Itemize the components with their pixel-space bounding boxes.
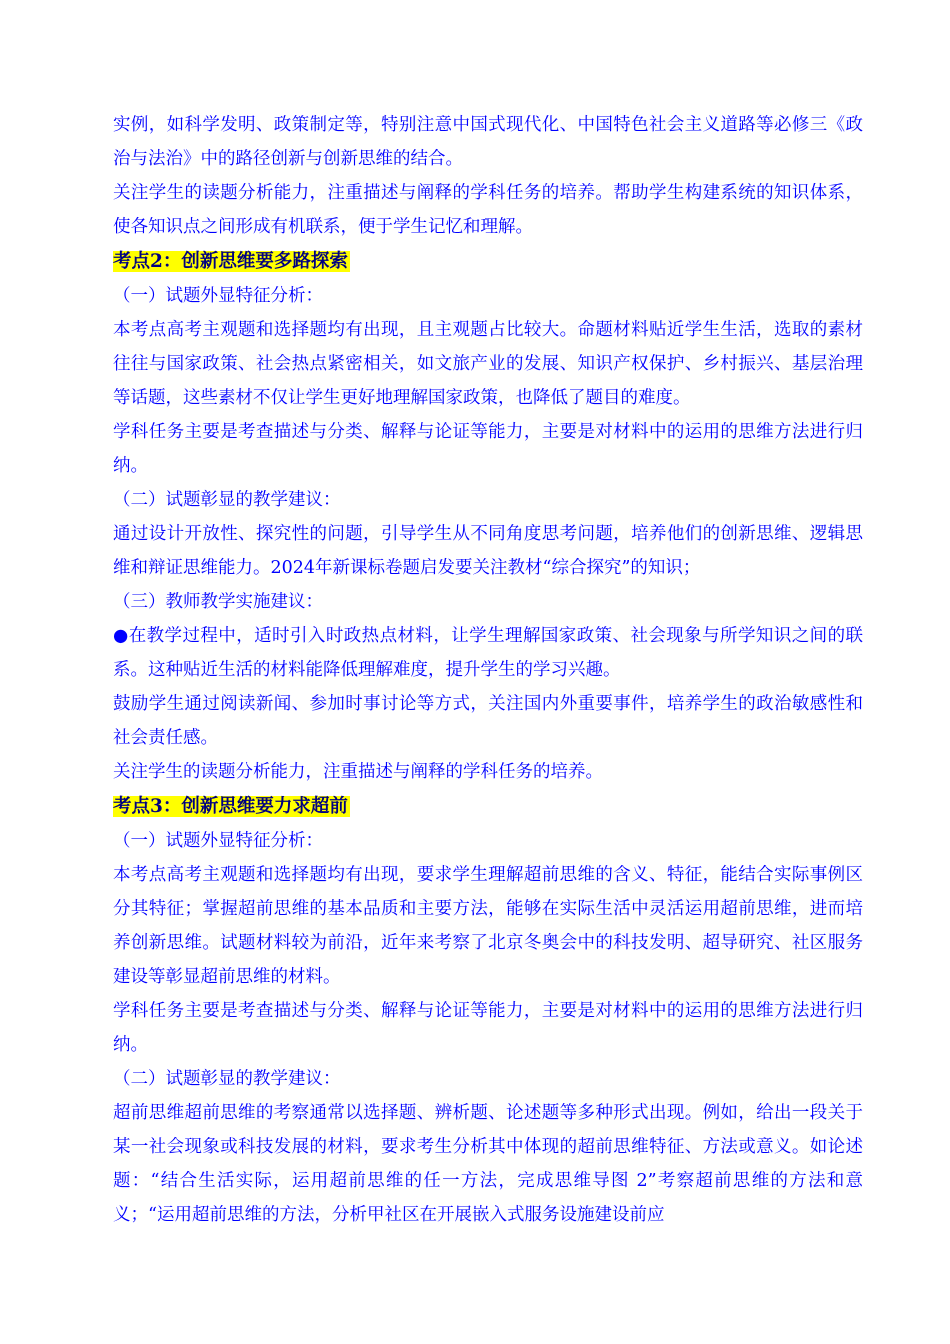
paragraph: 通过设计开放性、探究性的问题，引导学生从不同角度思考问题，培养他们的创新思维、逻辑思维和辩证思维能力。2024年新课标卷题启发要关注教材“综合探究”的知识； <box>113 524 863 578</box>
paragraph: 实例，如科学发明、政策制定等，特别注意中国式现代化、中国特色社会主义道路等必修三《政治与法治》中的路径创新与创新思维的结合。 <box>113 115 863 169</box>
subheading: （三）教师教学实施建议： <box>113 592 323 612</box>
paragraph: 鼓励学生通过阅读新闻、参加时事讨论等方式，关注国内外重要事件，培养学生的政治敏感性和社会责任感。 <box>113 694 863 748</box>
paragraph: 本考点高考主观题和选择题均有出现，且主观题占比较大。命题材料贴近学生生活，选取的素材往往与国家政策、社会热点紧密相关，如文旅产业的发展、知识产权保护、乡村振兴、基层治理等话题，这些素材不仅让学生更好地理解国家政策，也降低了题目的难度。 <box>113 320 863 408</box>
paragraph: 关注学生的读题分析能力，注重描述与阐释的学科任务的培养。帮助学生构建系统的知识体系，使各知识点之间形成有机联系，便于学生记忆和理解。 <box>113 183 863 237</box>
section-heading-text: 考点3：创新思维要力求超前 <box>113 796 348 817</box>
section-heading-text: 考点2：创新思维要多路探索 <box>113 251 348 272</box>
subheading: （二）试题彰显的教学建议： <box>113 1069 341 1089</box>
bullet-icon: ● <box>113 626 129 646</box>
bullet-paragraph <box>113 619 863 687</box>
paragraph: 本考点高考主观题和选择题均有出现，要求学生理解超前思维的含义、特征，能结合实际事例区分其特征；掌握超前思维的基本品质和主要方法，能够在实际生活中灵活运用超前思维，进而培养创新思维。试题材料较为前沿，近年来考察了北京冬奥会中的科技发明、超导研究、社区服务建设等彰显超前思维的材料。 <box>113 865 863 987</box>
document-page <box>113 108 863 1232</box>
subheading: （一）试题外显特征分析： <box>113 831 323 851</box>
paragraph: 学科任务主要是考查描述与分类、解释与论证等能力，主要是对材料中的运用的思维方法进行归纳。 <box>113 1001 863 1055</box>
section-heading <box>113 789 863 824</box>
subheading: （一）试题外显特征分析： <box>113 286 323 306</box>
subheading: （二）试题彰显的教学建议： <box>113 490 341 510</box>
paragraph: 超前思维超前思维的考察通常以选择题、辨析题、论述题等多种形式出现。例如，给出一段关于某一社会现象或科技发展的材料，要求考生分析其中体现的超前思维特征、方法或意义。如论述题：“结合生活实际，运用超前思维的任一方法，完成思维导图 2”考察超前思维的方法和意义；“运用超前思维的方法，分析甲社区在开展嵌入式服务设施建设前应 <box>113 1103 863 1225</box>
paragraph: 学科任务主要是考查描述与分类、解释与论证等能力，主要是对材料中的运用的思维方法进行归纳。 <box>113 422 863 476</box>
paragraph: 关注学生的读题分析能力，注重描述与阐释的学科任务的培养。 <box>113 762 603 782</box>
bullet-text: 在教学过程中，适时引入时政热点材料，让学生理解国家政策、社会现象与所学知识之间的联系。这种贴近生活的材料能降低理解难度，提升学生的学习兴趣。 <box>113 626 863 680</box>
section-heading <box>113 244 863 279</box>
